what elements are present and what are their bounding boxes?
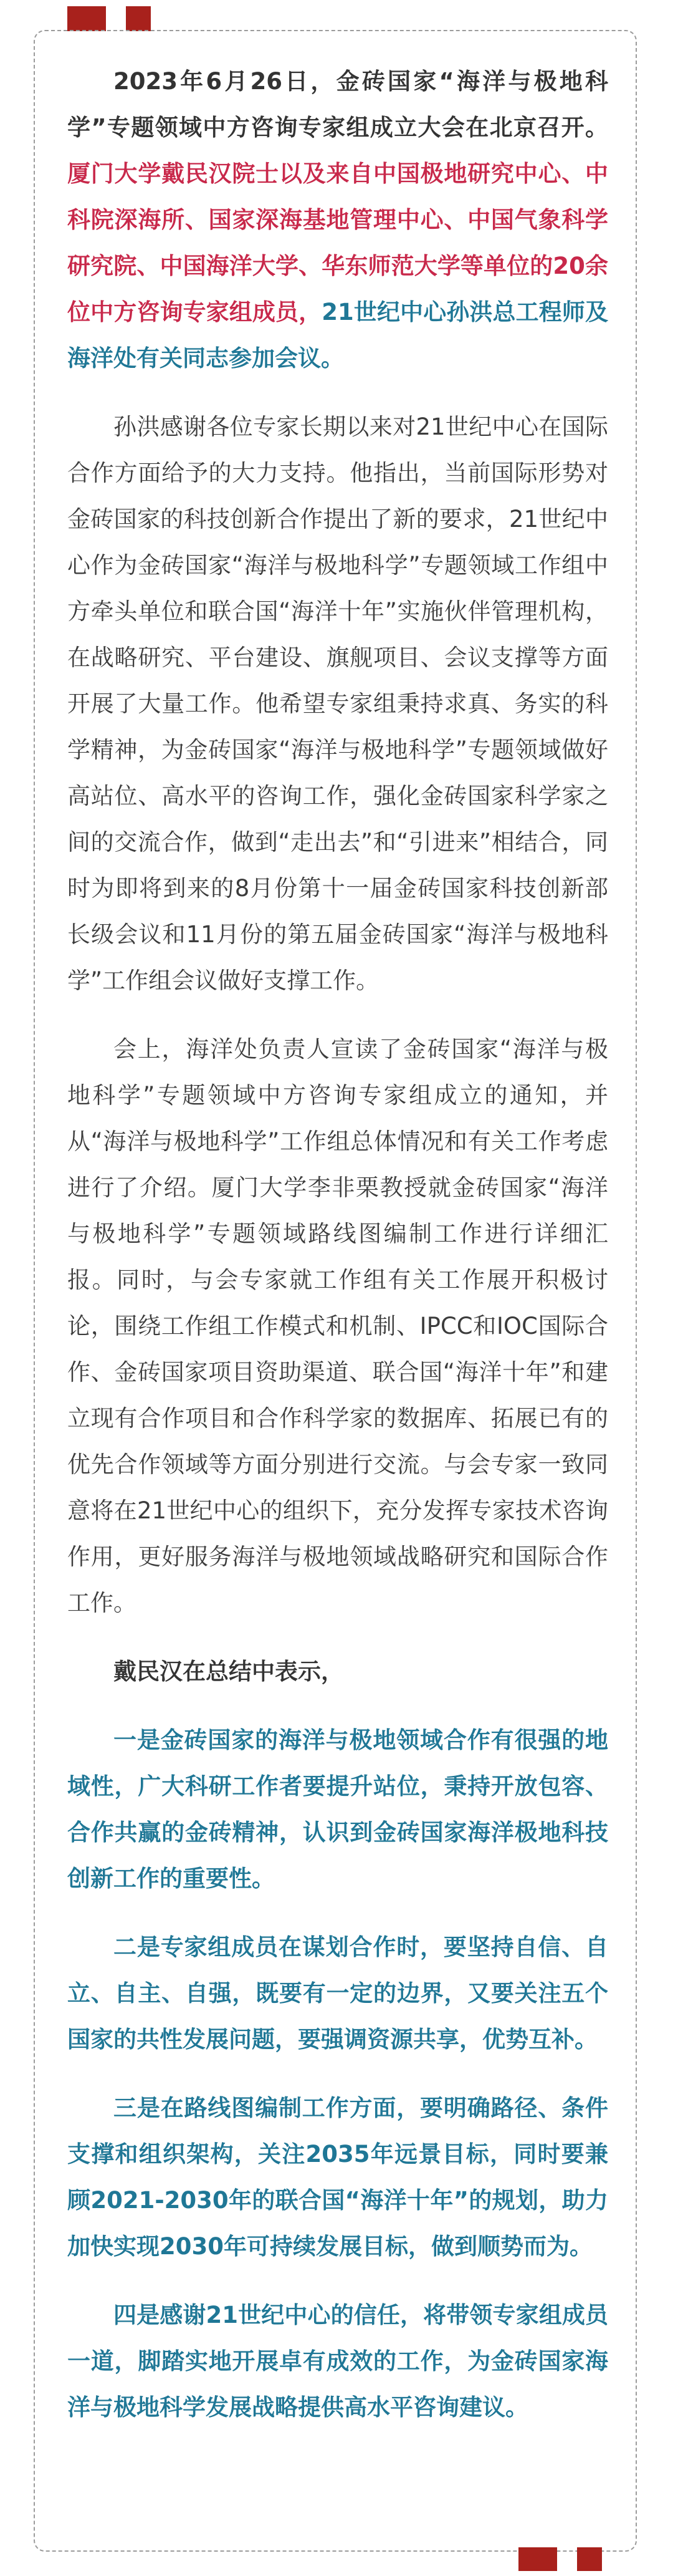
summary-lead: 戴民汉在总结中表示， <box>113 1658 344 1685</box>
summary-point-1: 一是金砖国家的海洋与极地领域合作有很强的地域性，广大科研工作者要提升站位，秉持开放包容、合作共赢的金砖精神，认识到金砖国家海洋极地科技创新工作的重要性。 <box>67 1727 608 1892</box>
intro-paragraph <box>67 59 608 382</box>
decor-block-top-left <box>67 6 106 31</box>
decor-block-top-right <box>126 6 151 31</box>
summary-point-2: 二是专家组成员在谋划合作时，要坚持自信、自立、自主、自强，既要有一定的边界，又要关注五个国家的共性发展问题，要强调资源共享，优势互补。 <box>67 1934 608 2053</box>
intro-participants: 厦门大学戴民汉院士以及来自中国极地研究中心、中科院深海所、国家深海基地管理中心、中国气象科学研究院、中国海洋大学、华东师范大学等单位的20余位中方咨询专家组成员， <box>67 160 608 326</box>
intro-attendees: 21世纪中心孙洪总工程师及海洋处有关同志参加会议。 <box>67 299 608 372</box>
intro-lead: 2023年6月26日，金砖国家“海洋与极地科学”专题领域中方咨询专家组成立大会在北京召开。 <box>67 68 608 141</box>
decor-block-bottom-right <box>577 2547 602 2571</box>
summary-point-3: 三是在路线图编制工作方面，要明确路径、条件支撑和组织架构，关注2035年远景目标，同时要兼顾2021-2030年的联合国“海洋十年”的规划，助力加快实现2030年可持续发展目标，做到顺势而为。 <box>67 2095 608 2260</box>
body-paragraph-1: 孙洪感谢各位专家长期以来对21世纪中心在国际合作方面给予的大力支持。他指出，当前国际形势对金砖国家的科技创新合作提出了新的要求，21世纪中心作为金砖国家“海洋与极地科学”专题领域工作组中方牵头单位和联合国“海洋十年”实施伙伴管理机构，在战略研究、平台建设、旗舰项目、会议支撑等方面开展了大量工作。他希望专家组秉持求真、务实的科学精神，为金砖国家“海洋与极地科学”专题领域做好高站位、高水平的咨询工作，强化金砖国家科学家之间的交流合作，做到“走出去”和“引进来”相结合，同时为即将到来的8月份第十一届金砖国家科技创新部长级会议和11月份的第五届金砖国家“海洋与极地科学”工作组会议做好支撑工作。 <box>67 413 608 994</box>
body-paragraph-2: 会上，海洋处负责人宣读了金砖国家“海洋与极地科学”专题领域中方咨询专家组成立的通知，并从“海洋与极地科学”工作组总体情况和有关工作考虑进行了介绍。厦门大学李非栗教授就金砖国家“海洋与极地科学”专题领域路线图编制工作进行详细汇报。同时，与会专家就工作组有关工作展开积极讨论，围绕工作组工作模式和机制、IPCC和IOC国际合作、金砖国家项目资助渠道、联合国“海洋十年”和建立现有合作项目和合作科学家的数据库、拓展已有的优先合作领域等方面分别进行交流。与会专家一致同意将在21世纪中心的组织下，充分发挥专家技术咨询作用，更好服务海洋与极地领域战略研究和国际合作工作。 <box>67 1036 608 1616</box>
article-body <box>67 59 608 2453</box>
summary-point-4: 四是感谢21世纪中心的信任，将带领专家组成员一道，脚踏实地开展卓有成效的工作，为金砖国家海洋与极地科学发展战略提供高水平咨询建议。 <box>67 2302 608 2421</box>
decor-block-bottom-left <box>518 2547 557 2571</box>
